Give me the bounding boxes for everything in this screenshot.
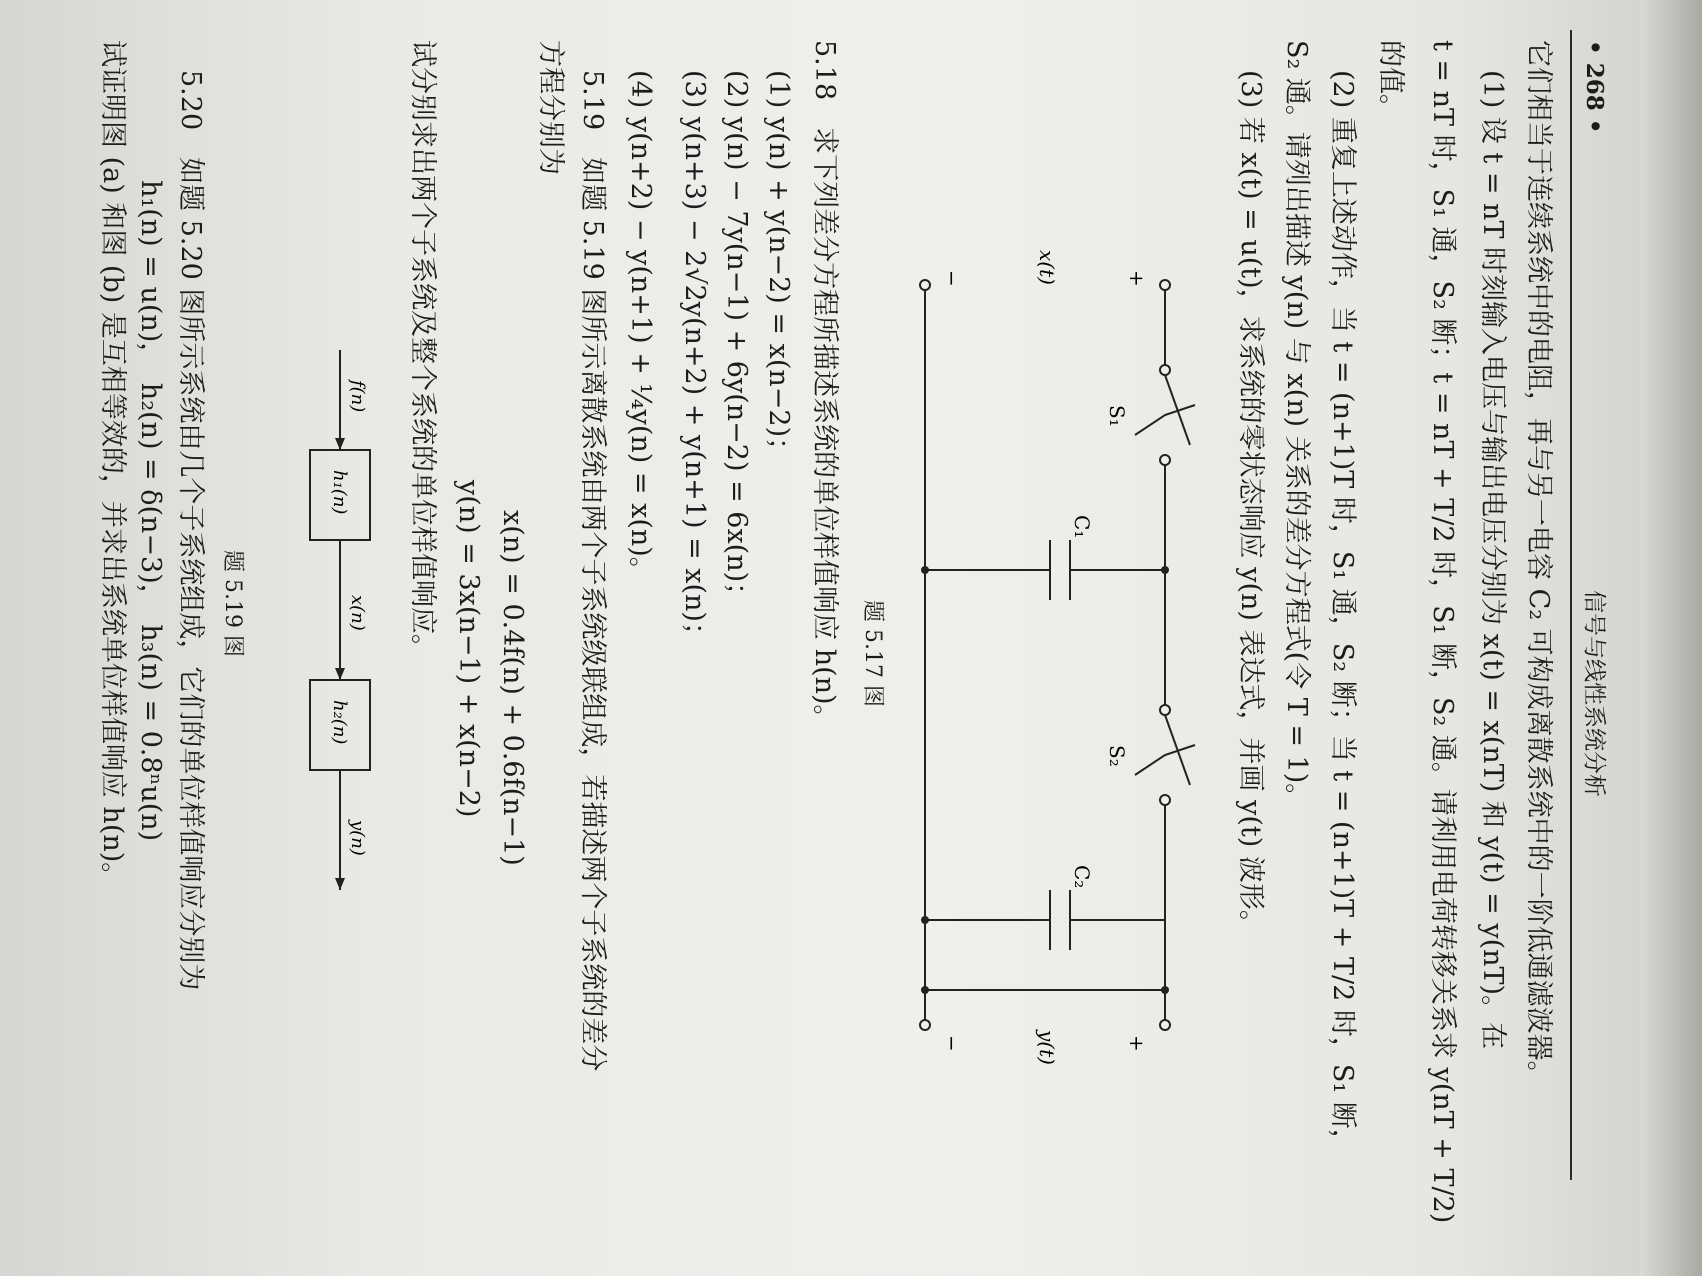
text-line: 它们相当于连续系统中的电阻，再与另一电容 C₂ 可构成离散系统中的一阶低通滤波器。	[1523, 40, 1554, 1088]
text-line: 试证明图 (a) 和图 (b) 是互相等效的，并求出系统单位样值响应 h(n)。	[97, 40, 128, 890]
page-number: • 268 •	[1581, 40, 1608, 134]
block-mid-label: x(n)	[347, 595, 368, 631]
block-h2-label: h₂(n)	[329, 700, 350, 745]
circuit-minus-left: −	[940, 270, 964, 287]
text-line: (3) 若 x(t) = u(t)，求系统的零状态响应 y(n) 表达式，并画 y(t) 波形。	[1235, 70, 1266, 937]
text-line: (4) y(n+2) − y(n+1) + ¼y(n) = x(n)。	[625, 70, 656, 584]
circuit-minus-right: −	[940, 1035, 964, 1052]
text-line: (3) y(n+3) − 2√2y(n+2) + y(n+1) = x(n)；	[679, 70, 710, 649]
text-line: 的值。	[1375, 40, 1406, 121]
figure-5-17-caption: 题 5.17 图	[860, 600, 885, 707]
circuit-c1-label: C₁	[1070, 515, 1094, 539]
figure-5-17-circuit	[885, 230, 1225, 1130]
circuit-plus-right: +	[1125, 1035, 1149, 1052]
book-title: 信号与线性系统分析	[1581, 590, 1607, 797]
equation-line: y(n) = 3x(n−1) + x(n−2)	[453, 480, 484, 818]
circuit-c2-label: C₂	[1070, 865, 1094, 889]
text-line: 5.18 求下列差分方程所描述系统的单位样值响应 h(n)。	[809, 40, 840, 732]
page-content	[90, 30, 1620, 1240]
book-spine	[1640, 0, 1702, 1276]
text-line: 5.20 如题 5.20 图所示系统由几个子系统组成，它们的单位样值响应分别为	[175, 70, 206, 991]
text-line: t = nT 时，S₁ 通，S₂ 断；t = nT + T/2 时，S₁ 断，S₂ 通。请利用电荷转移关系求 y(nT + T/2)	[1427, 40, 1458, 1224]
text-line: 方程分别为	[535, 40, 566, 175]
text-line: 试分别求出两个子系统及整个系统的单位样值响应。	[407, 40, 438, 661]
circuit-xt-label: x(t)	[1035, 250, 1059, 285]
text-line: 5.19 如题 5.19 图所示离散系统由两个子系统级联组成，若描述两个子系统的差分	[577, 70, 608, 1072]
text-line: (1) 设 t = nT 时刻输入电压与输出电压分别为 x(t) = x(nT) 和 y(t) = y(nT)。在	[1477, 70, 1508, 1050]
text-line: (2) 重复上述动作，当 t = (n+1)T 时，S₁ 通，S₂ 断；当 t = (n+1)T + T/2 时，S₁ 断，	[1327, 70, 1358, 1156]
circuit-yt-label: y(t)	[1035, 1030, 1059, 1065]
block-output-label: y(n)	[347, 820, 368, 856]
equation-line: h₁(n) = u(n)， h₂(n) = δ(n−3)， h₃(n) = 0.8ⁿu(n)	[135, 180, 166, 842]
figure-5-19-caption: 题 5.19 图	[220, 550, 245, 657]
header-rule	[1570, 30, 1572, 1180]
circuit-plus-left: +	[1125, 270, 1149, 287]
block-h1-label: h₁(n)	[329, 470, 350, 515]
figure-5-19-block-diagram	[270, 330, 400, 950]
text-line: (2) y(n) − 7y(n−1) + 6y(n−2) = 6x(n)；	[721, 70, 752, 610]
text-line: (1) y(n) + y(n−2) = x(n−2)；	[763, 70, 794, 465]
equation-line: x(n) = 0.4f(n) + 0.6f(n−1)	[497, 510, 528, 866]
circuit-s1-label: S₁	[1105, 405, 1129, 427]
text-line: S₂ 通。请列出描述 y(n) 与 x(n) 关系的差分方程式(令 T = 1)。	[1281, 40, 1312, 811]
block-input-label: f(n)	[347, 380, 368, 413]
circuit-s2-label: S₂	[1105, 745, 1129, 767]
